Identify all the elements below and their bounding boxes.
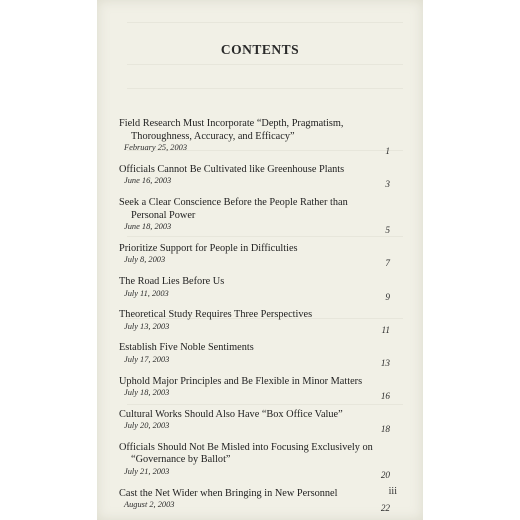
toc-entry[interactable] <box>119 118 390 155</box>
toc-entry-date: July 17, 2003 <box>124 354 170 364</box>
toc-entry-page-number: 13 <box>380 357 390 368</box>
toc-entry[interactable] <box>119 309 390 334</box>
toc-entry-meta <box>119 289 390 301</box>
table-of-contents <box>119 118 390 520</box>
toc-entry-title: Officials Should Not Be Misled into Focusing Exclusively on “Governance by Ballot” <box>119 441 373 466</box>
toc-entry[interactable] <box>119 442 390 479</box>
toc-entry-page-number: 18 <box>380 424 390 435</box>
bleed-through-line <box>127 64 403 65</box>
toc-entry-title: The Road Lies Before Us <box>119 275 225 287</box>
toc-entry-title: Establish Five Noble Sentiments <box>119 342 254 354</box>
toc-entry-page-number: 16 <box>380 391 390 402</box>
toc-entry[interactable] <box>119 409 390 434</box>
toc-entry-meta <box>119 322 390 334</box>
toc-entry-meta <box>119 500 390 512</box>
toc-entry-title: Theoretical Study Requires Three Perspectives <box>119 309 313 321</box>
toc-entry-page-number: 22 <box>380 503 390 514</box>
toc-entry[interactable] <box>119 197 390 234</box>
toc-entry-meta <box>119 388 390 400</box>
toc-entry-date: July 8, 2003 <box>124 255 166 265</box>
book-page <box>97 0 423 520</box>
toc-entry-date: June 16, 2003 <box>124 176 172 186</box>
toc-entry[interactable] <box>119 164 390 189</box>
toc-entry-title: Uphold Major Principles and Be Flexible in Minor Matters <box>119 375 363 387</box>
toc-entry-meta <box>119 355 390 367</box>
toc-entry-date: June 18, 2003 <box>124 222 172 232</box>
bleed-through-line <box>127 88 403 89</box>
toc-entry-page-number: 7 <box>385 258 390 269</box>
toc-entry-page-number: 20 <box>380 470 390 481</box>
bleed-through-line <box>127 22 403 23</box>
toc-entry-page-number: 9 <box>385 291 390 302</box>
toc-entry-date: July 13, 2003 <box>124 321 170 331</box>
toc-entry[interactable] <box>119 276 390 301</box>
toc-entry[interactable] <box>119 342 390 367</box>
toc-entry-date: July 11, 2003 <box>124 288 169 298</box>
toc-entry-title: Seek a Clear Conscience Before the People Rather than Personal Power <box>119 196 348 221</box>
toc-entry-meta <box>119 467 390 479</box>
contents-heading: CONTENTS <box>220 42 300 57</box>
toc-entry-date: July 21, 2003 <box>124 467 170 477</box>
toc-entry-date: February 25, 2003 <box>124 143 188 153</box>
toc-entry-page-number: 1 <box>385 146 390 157</box>
toc-entry-page-number: 11 <box>381 324 390 335</box>
toc-entry-meta <box>119 421 390 433</box>
toc-entry-page-number: 5 <box>385 225 390 236</box>
toc-entry-title: Field Research Must Incorporate “Depth, Pragmatism, Thoroughness, Accuracy, and Efficacy” <box>119 118 344 142</box>
toc-entry-meta <box>119 176 390 188</box>
toc-entry-page-number: 3 <box>385 179 390 190</box>
toc-entry-date: July 20, 2003 <box>124 421 170 431</box>
toc-entry-title: Cultural Works Should Also Have “Box Office Value” <box>119 408 343 420</box>
toc-entry[interactable] <box>119 488 390 513</box>
toc-entry[interactable] <box>119 243 390 268</box>
toc-entry-meta <box>119 222 390 234</box>
toc-entry-title: Officials Cannot Be Cultivated like Greenhouse Plants <box>119 163 345 175</box>
page-folio: iii <box>388 486 397 497</box>
toc-entry-title: Cast the Net Wider when Bringing in New Personnel <box>119 487 338 499</box>
toc-entry-meta <box>119 255 390 267</box>
toc-entry-date: August 2, 2003 <box>124 500 175 510</box>
toc-entry[interactable] <box>119 376 390 401</box>
toc-entry-date: July 18, 2003 <box>124 388 170 398</box>
toc-entry-meta <box>119 143 390 155</box>
toc-entry-title: Prioritize Support for People in Difficulties <box>119 242 298 254</box>
